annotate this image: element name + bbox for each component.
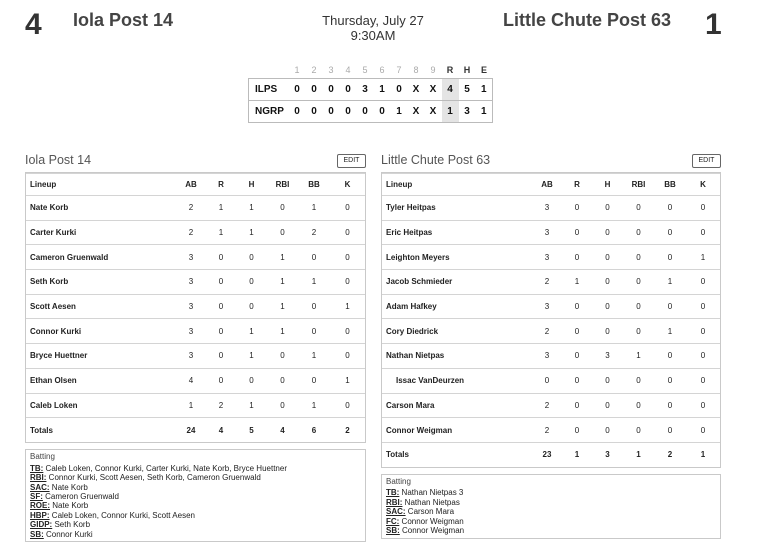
- batting-note: [30, 492, 361, 501]
- inning-header: 5: [362, 64, 368, 75]
- player-row: [382, 344, 720, 369]
- player-row: [382, 418, 720, 443]
- note-label: SAC:: [30, 482, 50, 492]
- player-row: [382, 245, 720, 270]
- stat-cell: 0: [686, 368, 720, 393]
- stat-cell: 0: [592, 270, 623, 295]
- hits-cell: 5: [459, 78, 476, 100]
- stat-cell: 0: [330, 245, 365, 270]
- note-text: Caleb Loken, Connor Kurki, Carter Kurki, Nate Korb, Bryce Huettner: [43, 463, 287, 473]
- note-label: FC:: [386, 516, 400, 526]
- player-name[interactable]: Bryce Huettner: [26, 344, 176, 369]
- column-header: RBI: [267, 174, 298, 196]
- player-name[interactable]: Issac VanDeurzen: [382, 368, 532, 393]
- runs-cell: 4: [442, 78, 459, 100]
- inning-cell: 0: [289, 78, 306, 100]
- stat-cell: 0: [562, 368, 592, 393]
- inning-header: 4: [345, 64, 351, 75]
- player-row: [26, 319, 365, 344]
- home-lineup-table: [382, 173, 720, 467]
- home-batting-notes: [381, 474, 721, 538]
- hits-header: H: [463, 64, 471, 75]
- note-label: TB:: [30, 463, 44, 473]
- player-row: [382, 319, 720, 344]
- stat-cell: 0: [562, 344, 592, 369]
- totals-cell: 1: [686, 442, 720, 467]
- player-name[interactable]: Carter Kurki: [26, 220, 176, 245]
- player-name[interactable]: Carson Mara: [382, 393, 532, 418]
- player-name[interactable]: Caleb Loken: [26, 393, 176, 418]
- batting-note: [30, 501, 361, 510]
- away-team-title: Iola Post 14: [73, 10, 174, 30]
- stat-cell: 1: [330, 368, 365, 393]
- stat-cell: 0: [592, 220, 623, 245]
- note-label: SF:: [30, 492, 43, 501]
- linescore-team: NGRP: [249, 100, 289, 122]
- stat-cell: 2: [532, 393, 562, 418]
- player-name[interactable]: Nathan Nietpas: [382, 344, 532, 369]
- note-text: Connor Weigman: [399, 526, 465, 536]
- stat-cell: 0: [623, 220, 654, 245]
- note-label: SB:: [30, 529, 44, 539]
- stat-cell: 0: [562, 196, 592, 221]
- stat-cell: 0: [686, 220, 720, 245]
- player-row: [382, 294, 720, 319]
- player-row: [26, 270, 365, 295]
- stat-cell: 0: [654, 418, 686, 443]
- player-name[interactable]: Leighton Meyers: [382, 245, 532, 270]
- inning-cell: X: [408, 78, 425, 100]
- errors-header: E: [480, 64, 487, 75]
- linescore-header-row: [249, 62, 493, 78]
- batting-note: [386, 507, 716, 516]
- stat-cell: 0: [592, 368, 623, 393]
- stat-cell: 1: [267, 245, 298, 270]
- column-header: BB: [654, 174, 686, 196]
- errors-cell: 1: [476, 78, 493, 100]
- stat-cell: 0: [236, 368, 267, 393]
- stat-cell: 0: [654, 344, 686, 369]
- hits-cell: 3: [459, 100, 476, 122]
- stat-cell: 1: [236, 196, 267, 221]
- game-time: 9:30AM: [350, 28, 396, 43]
- stat-cell: 3: [532, 294, 562, 319]
- note-text: Carson Mara: [405, 507, 455, 517]
- stat-cell: 0: [562, 393, 592, 418]
- batting-note: [386, 517, 716, 526]
- note-label: HBP:: [30, 510, 50, 520]
- note-label: RBI:: [386, 497, 403, 507]
- stat-cell: 0: [206, 368, 236, 393]
- away-score: 4: [25, 8, 42, 41]
- stat-cell: 0: [330, 344, 365, 369]
- stat-cell: 1: [654, 270, 686, 295]
- inning-cell: 0: [391, 78, 408, 100]
- runs-cell: 1: [442, 100, 459, 122]
- stat-cell: 0: [623, 393, 654, 418]
- column-header: RBI: [623, 174, 654, 196]
- stat-cell: 1: [623, 344, 654, 369]
- stat-cell: 0: [330, 270, 365, 295]
- totals-cell: 2: [330, 418, 365, 443]
- stat-cell: 0: [267, 344, 298, 369]
- totals-cell: 1: [623, 442, 654, 467]
- home-notes-title: Batting: [386, 477, 411, 487]
- stat-cell: 0: [654, 196, 686, 221]
- stat-cell: 1: [206, 220, 236, 245]
- stat-cell: 2: [176, 220, 206, 245]
- player-row: [26, 344, 365, 369]
- home-edit-button[interactable]: EDIT: [692, 154, 721, 168]
- inning-cell: 0: [323, 78, 340, 100]
- stat-cell: 3: [176, 344, 206, 369]
- note-text: Connor Kurki: [43, 529, 93, 539]
- note-label: SAC:: [386, 507, 406, 517]
- batting-note: [30, 483, 361, 492]
- note-text: Nate Korb: [49, 482, 88, 492]
- column-header: AB: [532, 174, 562, 196]
- stat-cell: 0: [592, 319, 623, 344]
- stat-cell: 0: [236, 294, 267, 319]
- note-label: SB:: [386, 526, 400, 536]
- linescore-team: ILPS: [249, 78, 289, 100]
- inning-cell: 1: [391, 100, 408, 122]
- player-name[interactable]: Nate Korb: [26, 196, 176, 221]
- stat-cell: 1: [330, 294, 365, 319]
- stat-cell: 0: [562, 319, 592, 344]
- stat-cell: 0: [532, 368, 562, 393]
- stat-cell: 0: [654, 220, 686, 245]
- note-text: Connor Kurki, Scott Aesen, Seth Korb, Cameron Gruenwald: [46, 473, 261, 483]
- stat-cell: 0: [623, 368, 654, 393]
- stat-cell: 3: [592, 344, 623, 369]
- stat-cell: 0: [298, 294, 330, 319]
- stat-cell: 0: [562, 418, 592, 443]
- stat-cell: 0: [298, 368, 330, 393]
- player-name[interactable]: Adam Hafkey: [382, 294, 532, 319]
- home-boxscore-panel: [381, 152, 721, 539]
- stat-cell: 2: [532, 270, 562, 295]
- totals-label: Totals: [382, 442, 532, 467]
- away-batting-notes: [25, 449, 366, 542]
- batting-note: [386, 526, 716, 535]
- totals-cell: 1: [562, 442, 592, 467]
- batting-note: [30, 520, 361, 529]
- stat-cell: 0: [592, 393, 623, 418]
- note-label: ROE:: [30, 501, 50, 511]
- stat-cell: 1: [562, 270, 592, 295]
- away-edit-button[interactable]: EDIT: [337, 154, 366, 168]
- stat-cell: 0: [654, 393, 686, 418]
- note-label: TB:: [386, 488, 400, 498]
- note-text: Seth Korb: [52, 520, 91, 530]
- game-info: [300, 13, 446, 43]
- stat-cell: 0: [623, 294, 654, 319]
- stat-cell: 0: [330, 319, 365, 344]
- player-row: [382, 196, 720, 221]
- inning-header: 2: [311, 64, 317, 75]
- inning-header: 6: [379, 64, 385, 75]
- stat-cell: 2: [176, 196, 206, 221]
- stat-cell: 1: [267, 294, 298, 319]
- totals-cell: 3: [592, 442, 623, 467]
- stat-cell: 0: [654, 294, 686, 319]
- stat-cell: 1: [267, 270, 298, 295]
- lineup-header-row: [26, 174, 365, 196]
- inning-cell: X: [425, 78, 442, 100]
- home-lineup-box: [381, 172, 721, 468]
- stat-cell: 2: [298, 220, 330, 245]
- totals-cell: 6: [298, 418, 330, 443]
- home-score: 1: [705, 8, 722, 41]
- column-header: H: [592, 174, 623, 196]
- player-name[interactable]: Cameron Gruenwald: [26, 245, 176, 270]
- totals-cell: 24: [176, 418, 206, 443]
- inning-cell: 3: [357, 78, 374, 100]
- stat-cell: 1: [298, 270, 330, 295]
- note-text: Caleb Loken, Connor Kurki, Scott Aesen: [49, 510, 195, 520]
- stat-cell: 1: [236, 344, 267, 369]
- stat-cell: 0: [206, 245, 236, 270]
- player-row: [26, 393, 365, 418]
- player-row: [26, 245, 365, 270]
- column-header: K: [686, 174, 720, 196]
- inning-header: 1: [294, 64, 300, 75]
- stat-cell: 0: [623, 319, 654, 344]
- stat-cell: 0: [267, 368, 298, 393]
- inning-header: 9: [430, 64, 436, 75]
- stat-cell: 3: [532, 344, 562, 369]
- note-text: Cameron Gruenwald: [42, 492, 119, 501]
- note-text: Connor Weigman: [399, 516, 464, 526]
- stat-cell: 0: [298, 245, 330, 270]
- stat-cell: 0: [592, 196, 623, 221]
- player-name[interactable]: Tyler Heitpas: [382, 196, 532, 221]
- inning-cell: 0: [289, 100, 306, 122]
- inning-header: 7: [396, 64, 402, 75]
- inning-cell: X: [408, 100, 425, 122]
- stat-cell: 2: [206, 393, 236, 418]
- batting-note: [386, 498, 716, 507]
- inning-header: 3: [328, 64, 334, 75]
- totals-cell: 4: [267, 418, 298, 443]
- stat-cell: 3: [176, 294, 206, 319]
- stat-cell: 0: [686, 319, 720, 344]
- stat-cell: 0: [686, 294, 720, 319]
- linescore-row-home: [249, 100, 493, 122]
- player-name[interactable]: Jacob Schmieder: [382, 270, 532, 295]
- player-row: [26, 196, 365, 221]
- stat-cell: 3: [176, 270, 206, 295]
- stat-cell: 0: [236, 245, 267, 270]
- game-date: Thursday, July 27: [322, 13, 424, 28]
- away-panel-title: Iola Post 14: [25, 153, 92, 167]
- note-label: GIDP:: [30, 520, 53, 530]
- stat-cell: 0: [330, 196, 365, 221]
- totals-row: [382, 442, 720, 467]
- stat-cell: 0: [267, 220, 298, 245]
- stat-cell: 1: [176, 393, 206, 418]
- totals-row: [26, 418, 365, 443]
- stat-cell: 0: [236, 270, 267, 295]
- stat-cell: 1: [298, 393, 330, 418]
- totals-cell: 5: [236, 418, 267, 443]
- batting-note: [30, 464, 361, 473]
- stat-cell: 0: [686, 344, 720, 369]
- stat-cell: 0: [267, 196, 298, 221]
- stat-cell: 1: [654, 319, 686, 344]
- column-header: H: [236, 174, 267, 196]
- stat-cell: 0: [686, 393, 720, 418]
- stat-cell: 0: [562, 220, 592, 245]
- inning-cell: 0: [340, 100, 357, 122]
- note-text: Nate Korb: [50, 501, 89, 511]
- stat-cell: 0: [654, 368, 686, 393]
- stat-cell: 1: [236, 319, 267, 344]
- inning-cell: 0: [374, 100, 391, 122]
- stat-cell: 2: [532, 319, 562, 344]
- errors-cell: 1: [476, 100, 493, 122]
- player-name[interactable]: Scott Aesen: [26, 294, 176, 319]
- home-team-title: Little Chute Post 63: [503, 10, 672, 30]
- inning-cell: 1: [374, 78, 391, 100]
- inning-cell: 0: [306, 78, 323, 100]
- player-row: [26, 294, 365, 319]
- inning-cell: 0: [340, 78, 357, 100]
- player-name[interactable]: Cory Diedrick: [382, 319, 532, 344]
- player-name[interactable]: Eric Heitpas: [382, 220, 532, 245]
- stat-cell: 0: [298, 319, 330, 344]
- stat-cell: 3: [532, 245, 562, 270]
- stat-cell: 3: [532, 196, 562, 221]
- stat-cell: 0: [623, 270, 654, 295]
- player-row: [382, 368, 720, 393]
- stat-cell: 1: [236, 220, 267, 245]
- batting-note: [30, 530, 361, 539]
- stat-cell: 2: [532, 418, 562, 443]
- stat-cell: 0: [686, 270, 720, 295]
- stat-cell: 1: [298, 344, 330, 369]
- inning-cell: 0: [357, 100, 374, 122]
- stat-cell: 0: [623, 245, 654, 270]
- runs-header: R: [446, 64, 454, 75]
- player-name[interactable]: Connor Weigman: [382, 418, 532, 443]
- player-row: [382, 393, 720, 418]
- column-header: R: [562, 174, 592, 196]
- stat-cell: 0: [330, 393, 365, 418]
- stat-cell: 1: [267, 319, 298, 344]
- totals-cell: 2: [654, 442, 686, 467]
- away-boxscore-panel: [25, 152, 366, 542]
- column-header: AB: [176, 174, 206, 196]
- player-name[interactable]: Ethan Olsen: [26, 368, 176, 393]
- stat-cell: 1: [236, 393, 267, 418]
- stat-cell: 0: [592, 418, 623, 443]
- stat-cell: 0: [206, 319, 236, 344]
- column-header: BB: [298, 174, 330, 196]
- inning-cell: 0: [306, 100, 323, 122]
- stat-cell: 0: [330, 220, 365, 245]
- stat-cell: 1: [686, 245, 720, 270]
- stat-cell: 0: [562, 245, 592, 270]
- column-header: Lineup: [26, 174, 176, 196]
- stat-cell: 1: [298, 196, 330, 221]
- away-lineup-box: [25, 172, 366, 443]
- inning-header: 8: [413, 64, 419, 75]
- stat-cell: 0: [654, 245, 686, 270]
- player-name[interactable]: Connor Kurki: [26, 319, 176, 344]
- stat-cell: 0: [267, 393, 298, 418]
- column-header: Lineup: [382, 174, 532, 196]
- note-text: Nathan Nietpas 3: [399, 488, 464, 498]
- player-row: [26, 368, 365, 393]
- batting-note: [30, 511, 361, 520]
- stat-cell: 0: [562, 294, 592, 319]
- stat-cell: 0: [592, 245, 623, 270]
- totals-label: Totals: [26, 418, 176, 443]
- stat-cell: 3: [532, 220, 562, 245]
- stat-cell: 0: [206, 270, 236, 295]
- away-lineup-table: [26, 173, 365, 442]
- inning-cell: X: [425, 100, 442, 122]
- stat-cell: 0: [686, 196, 720, 221]
- stat-cell: 0: [623, 418, 654, 443]
- linescore-row-away: [249, 78, 493, 100]
- stat-cell: 3: [176, 245, 206, 270]
- linescore-table: [248, 62, 493, 123]
- stat-cell: 0: [206, 344, 236, 369]
- away-notes-title: Batting: [30, 452, 55, 462]
- stat-cell: 3: [176, 319, 206, 344]
- totals-cell: 4: [206, 418, 236, 443]
- batting-note: [30, 473, 361, 482]
- stat-cell: 4: [176, 368, 206, 393]
- column-header: R: [206, 174, 236, 196]
- stat-cell: 1: [206, 196, 236, 221]
- player-row: [26, 220, 365, 245]
- stat-cell: 0: [623, 196, 654, 221]
- stat-cell: 0: [686, 418, 720, 443]
- batting-note: [386, 488, 716, 497]
- column-header: K: [330, 174, 365, 196]
- player-row: [382, 270, 720, 295]
- player-row: [382, 220, 720, 245]
- stat-cell: 0: [206, 294, 236, 319]
- totals-cell: 23: [532, 442, 562, 467]
- inning-cell: 0: [323, 100, 340, 122]
- stat-cell: 0: [592, 294, 623, 319]
- lineup-header-row: [382, 174, 720, 196]
- home-panel-title: Little Chute Post 63: [381, 153, 491, 167]
- note-text: Nathan Nietpas: [402, 497, 460, 507]
- player-name[interactable]: Seth Korb: [26, 270, 176, 295]
- note-label: RBI:: [30, 473, 47, 483]
